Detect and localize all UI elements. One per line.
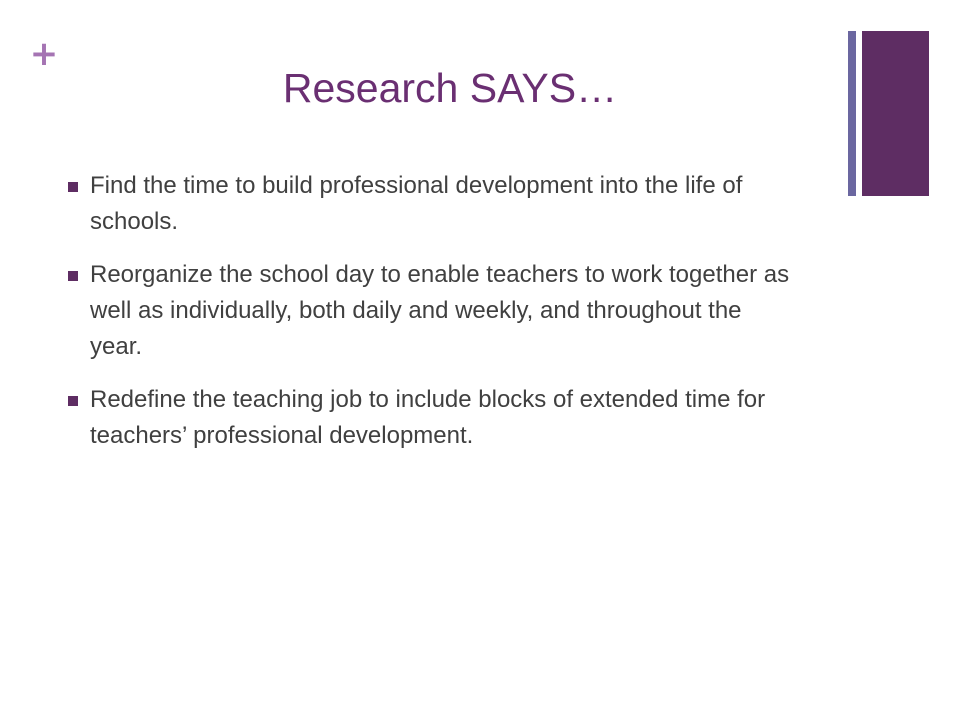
bullet-text: Reorganize the school day to enable teachers to work together as well as individually, both daily and weekly, and throughout the year.	[90, 261, 790, 360]
slide-title: Research SAYS…	[282, 65, 618, 111]
square-bullet-icon	[68, 182, 78, 192]
decorative-bar-wide	[862, 31, 929, 196]
square-bullet-icon	[68, 396, 78, 406]
bullet-item	[68, 168, 798, 240]
decorative-bar-thin	[848, 31, 856, 196]
plus-icon: +	[29, 34, 59, 74]
bullet-text: Redefine the teaching job to include blocks of extended time for teachers’ professional development.	[90, 386, 766, 449]
bullet-item	[68, 257, 798, 365]
bullet-item	[68, 382, 798, 454]
bullet-text: Find the time to build professional development into the life of schools.	[90, 172, 743, 235]
square-bullet-icon	[68, 271, 78, 281]
bullet-list	[68, 168, 798, 471]
